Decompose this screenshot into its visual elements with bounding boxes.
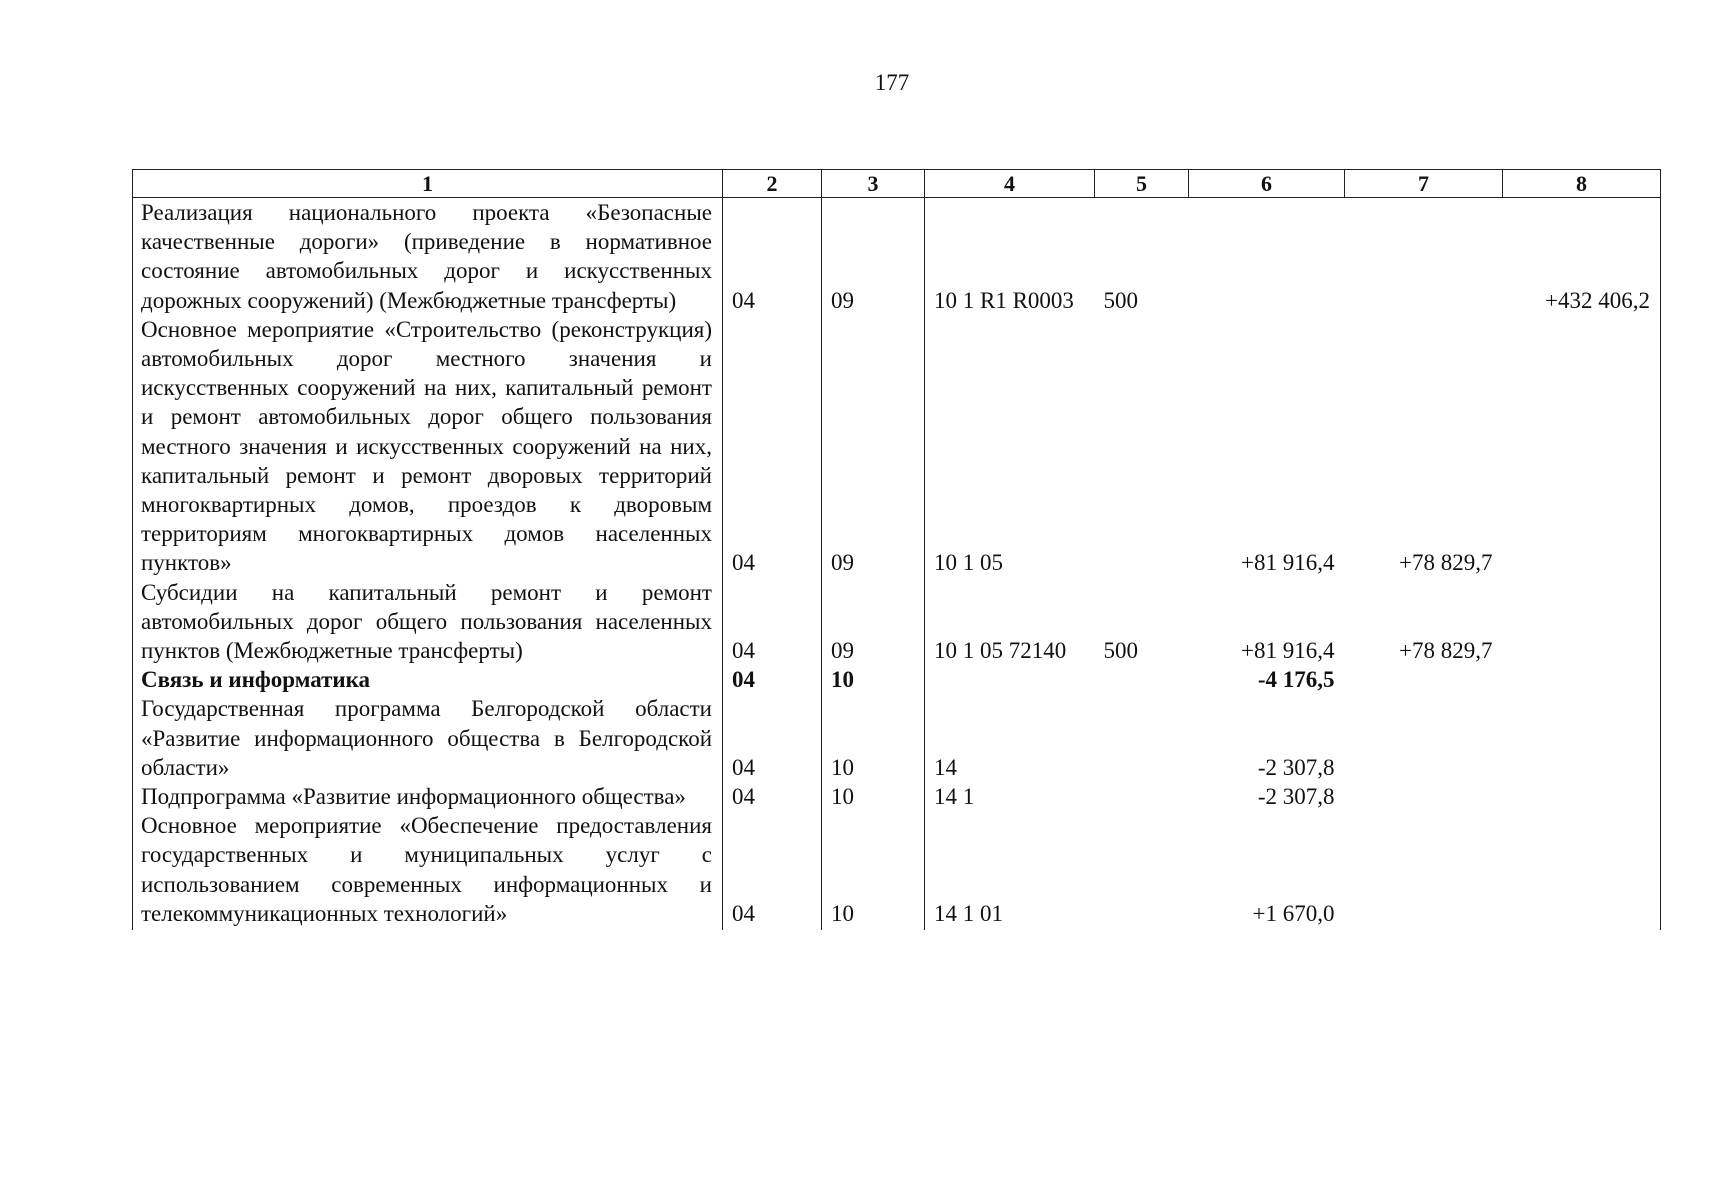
table-row (133, 198, 1661, 315)
row-target-code: 10 1 05 (925, 315, 1095, 578)
row-amount-col7: +78 829,7 (1399, 550, 1493, 576)
row-amount-col8 (1503, 665, 1661, 694)
header-col-1: 1 (133, 170, 723, 198)
row-amount-col8: +432 406,2 (1503, 198, 1661, 315)
row-target-code: 10 1 R1 R0003 (925, 198, 1095, 315)
row-expense-type (1095, 694, 1189, 782)
row-amount-col6: -2 307,8 (1257, 754, 1335, 780)
table-row (133, 665, 1661, 694)
table-body (133, 198, 1661, 931)
row-name: Основное мероприятие «Обеспечение предоставления государственных и муниципальных услуг с использованием современных информационных и телекоммуникационных технологий» (133, 811, 723, 930)
row-subsection: 10 (822, 811, 925, 930)
row-section: 04 (723, 578, 822, 666)
row-expense-type (1095, 315, 1189, 578)
row-amount-col6: +81 916,4 (1241, 550, 1335, 576)
row-amount-col6: +1 670,0 (1252, 900, 1335, 926)
table-row (133, 782, 1661, 811)
table-row (133, 578, 1661, 666)
header-col-2: 2 (723, 170, 822, 198)
header-row (133, 170, 1661, 198)
row-amount-col7: +78 829,7 (1399, 638, 1493, 664)
row-expense-type: 500 (1103, 287, 1138, 313)
row-amount-col8 (1503, 694, 1661, 782)
row-expense-type (1095, 782, 1189, 811)
row-amount-col7 (1345, 694, 1503, 782)
row-amount-col7 (1345, 811, 1503, 930)
row-expense-type: 500 (1103, 638, 1138, 664)
row-section: 04 (723, 694, 822, 782)
row-amount-col8 (1503, 578, 1661, 666)
row-amount-col6: -4 176,5 (1257, 667, 1335, 693)
row-amount-col8 (1503, 782, 1661, 811)
row-name: Субсидии на капитальный ремонт и ремонт автомобильных дорог общего пользования населенных пунктов (Межбюджетные трансферты) (133, 578, 723, 666)
row-section: 04 (723, 665, 822, 694)
row-subsection: 10 (822, 782, 925, 811)
row-amount-col6: +81 916,4 (1241, 638, 1335, 664)
row-target-code: 10 1 05 72140 (925, 578, 1095, 666)
row-section: 04 (723, 782, 822, 811)
row-amount-col7 (1345, 198, 1503, 315)
row-amount-col6 (1189, 198, 1345, 315)
row-amount-col8 (1503, 315, 1661, 578)
header-col-4: 4 (925, 170, 1095, 198)
row-name: Подпрограмма «Развитие информационного общества» (133, 782, 723, 811)
row-subsection: 09 (822, 315, 925, 578)
row-section: 04 (723, 198, 822, 315)
row-section: 04 (723, 811, 822, 930)
row-subsection: 09 (822, 578, 925, 666)
row-name: Реализация национального проекта «Безопасные качественные дороги» (приведение в нормативное состояние автомобильных дорог и искусственных дорожных сооружений) (Межбюджетные трансферты) (133, 198, 723, 315)
header-col-5: 5 (1095, 170, 1189, 198)
page-number: 177 (874, 70, 910, 95)
header-col-3: 3 (822, 170, 925, 198)
row-target-code: 14 (925, 694, 1095, 782)
row-subsection: 10 (822, 694, 925, 782)
row-subsection: 09 (822, 198, 925, 315)
header-col-6: 6 (1189, 170, 1345, 198)
table-row (133, 315, 1661, 578)
header-col-7: 7 (1345, 170, 1503, 198)
row-amount-col7 (1345, 782, 1503, 811)
row-target-code (925, 665, 1095, 694)
row-expense-type (1095, 665, 1189, 694)
row-target-code: 14 1 01 (925, 811, 1095, 930)
row-amount-col7 (1345, 665, 1503, 694)
row-target-code: 14 1 (925, 782, 1095, 811)
row-name: Связь и информатика (133, 665, 723, 694)
row-name: Основное мероприятие «Строительство (реконструкция) автомобильных дорог местного значения и искусственных сооружений на них, капитальный ремонт и ремонт автомобильных дорог общего пользования местного значения и искусственных сооружений на них, капитальный ремонт и ремонт дворовых территорий многоквартирных домов, проездов к дворовым территориям многоквартирных домов населенных пунктов» (133, 315, 723, 578)
row-section: 04 (723, 315, 822, 578)
table-row (133, 811, 1661, 930)
table-row (133, 694, 1661, 782)
table-header (133, 170, 1661, 198)
row-subsection: 10 (822, 665, 925, 694)
row-amount-col6: -2 307,8 (1257, 784, 1335, 810)
budget-table (132, 169, 1661, 930)
header-col-8: 8 (1503, 170, 1661, 198)
row-expense-type (1095, 811, 1189, 930)
row-name: Государственная программа Белгородской области «Развитие информационного общества в Белгородской области» (133, 694, 723, 782)
row-amount-col8 (1503, 811, 1661, 930)
